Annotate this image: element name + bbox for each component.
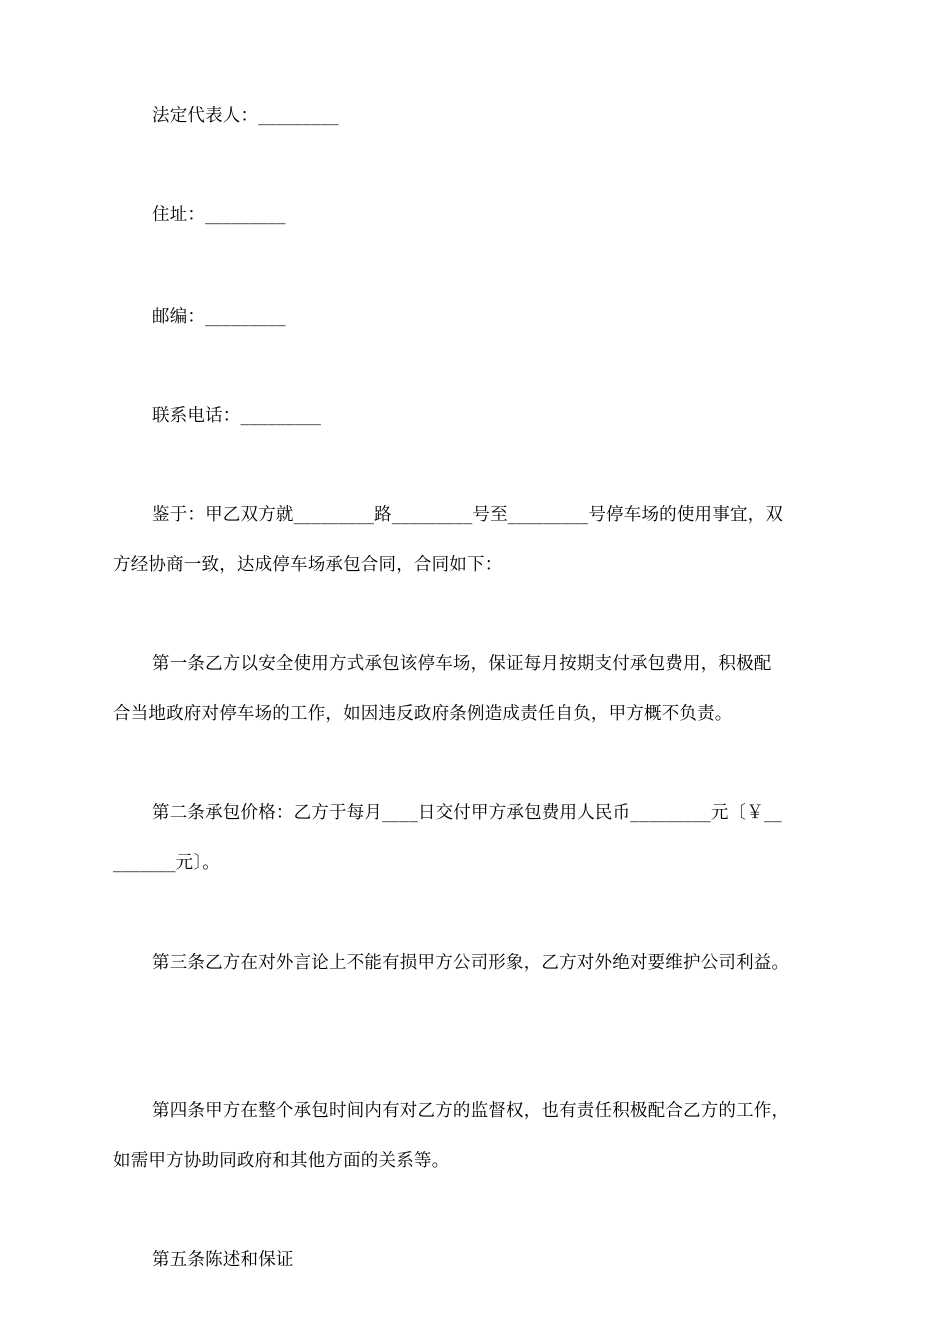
article-4-line-1: 第四条甲方在整个承包时间内有对乙方的监督权，也有责任积极配合乙方的工作， xyxy=(152,1101,790,1121)
postcode-field: 邮编：_________ xyxy=(152,307,286,327)
article-5-title: 第五条陈述和保证 xyxy=(152,1250,294,1270)
article-2-line-1: 第二条承包价格：乙方于每月____日交付甲方承包费用人民币_________元〔￥__ xyxy=(152,803,782,823)
phone-field: 联系电话：_________ xyxy=(152,406,322,426)
address-field: 住址：_________ xyxy=(152,205,286,225)
article-2-line-2: _______元〕。 xyxy=(113,853,220,873)
preamble-line-2: 方经协商一致，达成停车场承包合同，合同如下： xyxy=(113,555,503,575)
article-3-line-1: 第三条乙方在对外言论上不能有损甲方公司形象，乙方对外绝对要维护公司利益。 xyxy=(152,953,790,973)
article-4-line-2: 如需甲方协助同政府和其他方面的关系等。 xyxy=(113,1151,450,1171)
article-1-line-2: 合当地政府对停车场的工作，如因违反政府条例造成责任自负，甲方概不负责。 xyxy=(113,704,733,724)
article-1-line-1: 第一条乙方以安全使用方式承包该停车场，保证每月按期支付承包费用，积极配 xyxy=(152,654,772,674)
preamble-line-1: 鉴于：甲乙双方就_________路_________号至_________号停车场的使用事宜，双 xyxy=(152,505,784,525)
legal-representative-field: 法定代表人：_________ xyxy=(152,106,339,126)
